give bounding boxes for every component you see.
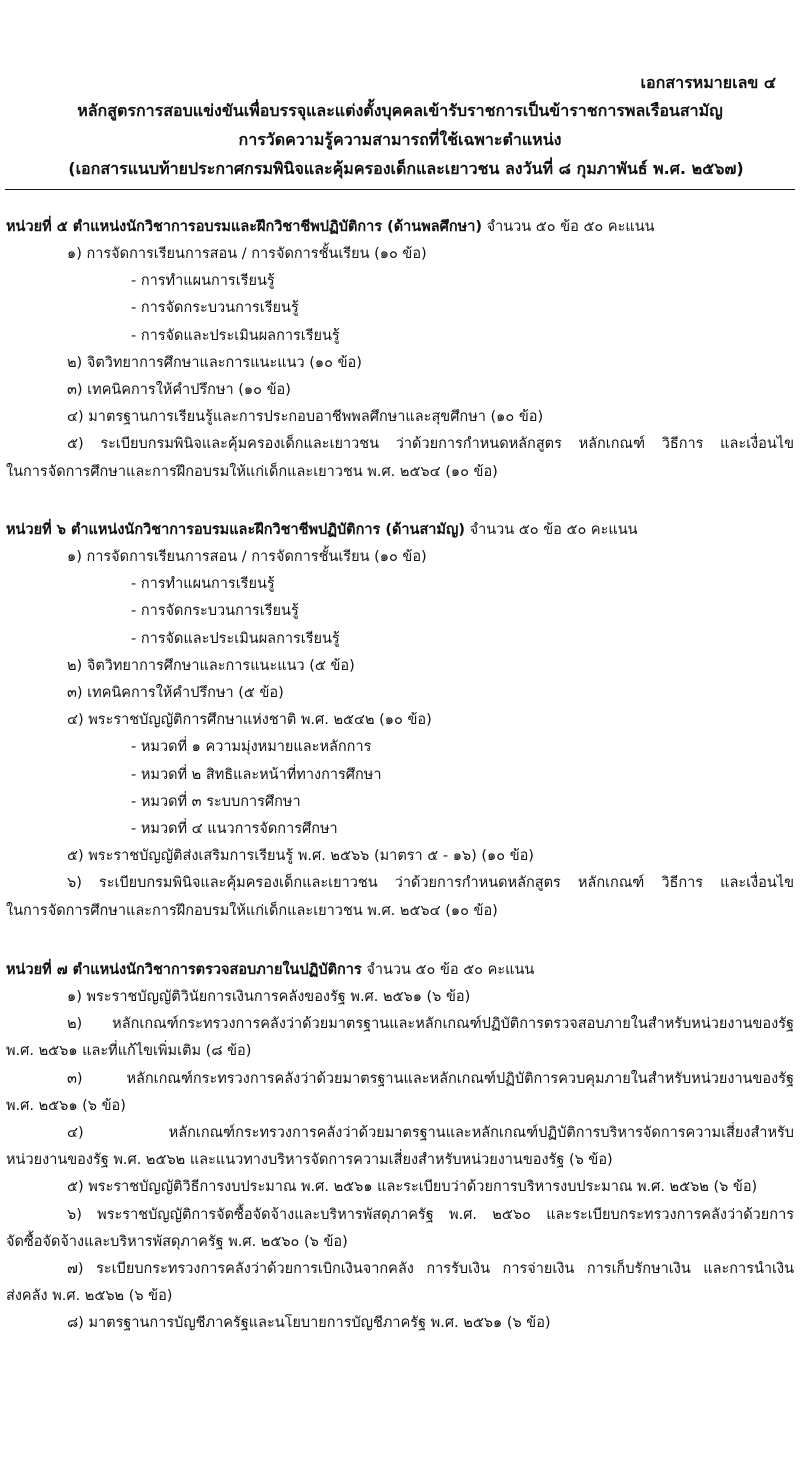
- unit-6-item-4-sub-3: - หมวดที่ ๓ ระบบการศึกษา: [131, 793, 301, 810]
- unit-6-item-1-sub-3: - การจัดและประเมินผลการเรียนรู้: [131, 630, 340, 647]
- unit-6-item-6-line-1: ๖) ระเบียบกรมพินิจและคุ้มครองเด็กและเยาวชน ว่าด้วยการกำหนดหลักสูตร หลักเกณฑ์ วิธีการ และเงื่อนไข: [67, 875, 794, 892]
- unit-5-item-5-line-2: ในการจัดการศึกษาและการฝึกอบรมให้แก่เด็กและเยาวชน พ.ศ. ๒๕๖๔ (๑๐ ข้อ): [6, 463, 498, 480]
- unit-6-item-4: ๔) พระราชบัญญัติการศึกษาแห่งชาติ พ.ศ. ๒๕๔๒ (๑๐ ข้อ): [67, 712, 432, 729]
- unit-6-item-4-sub-2: - หมวดที่ ๒ สิทธิและหน้าที่ทางการศึกษา: [131, 766, 382, 783]
- unit-5-item-1-sub-2: - การจัดกระบวนการเรียนรู้: [131, 300, 299, 317]
- unit-6-item-3: ๓) เทคนิคการให้คำปรึกษา (๕ ข้อ): [67, 685, 284, 702]
- unit-7-item-3-line-1: ๓) หลักเกณฑ์กระทรวงการคลังว่าด้วยมาตรฐานและหลักเกณฑ์ปฏิบัติการควบคุมภายในสำหรับหน่วยงานของรัฐ: [67, 1070, 794, 1087]
- unit-7-item-7-line-1: ๗) ระเบียบกระทรวงการคลังว่าด้วยการเบิกเงินจากคลัง การรับเงิน การจ่ายเงิน การเก็บรักษาเงิน และการนำเงิน: [67, 1261, 794, 1278]
- header-line-3: (เอกสารแนบท้ายประกาศกรมพินิจและคุ้มครองเด็กและเยาวชน ลงวันที่ ๘ กุมภาพันธ์ พ.ศ. ๒๕๖๗): [68, 159, 744, 178]
- unit-6-section: [0, 516, 800, 925]
- unit-5-item-1-sub-3: - การจัดและประเมินผลการเรียนรู้: [131, 327, 340, 344]
- unit-6-item-1-sub-1: - การทำแผนการเรียนรู้: [131, 576, 275, 593]
- unit-6-item-1-sub-2: - การจัดกระบวนการเรียนรู้: [131, 603, 299, 620]
- unit-6-item-4-sub-4: - หมวดที่ ๔ แนวการจัดการศึกษา: [131, 821, 338, 838]
- unit-6-title-bold: หน่วยที่ ๖ ตำแหน่งนักวิชาการอบรมและฝึกวิชาชีพปฏิบัติการ (ด้านสามัญ): [6, 522, 465, 538]
- unit-7-item-6-line-1: ๖) พระราชบัญญัติการจัดซื้อจัดจ้างและบริหารพัสดุภาครัฐ พ.ศ. ๒๕๖๐ และระเบียบกระทรวงการคลังว่าด้วยการ: [67, 1206, 794, 1223]
- unit-7-item-2-line-1: ๒) หลักเกณฑ์กระทรวงการคลังว่าด้วยมาตรฐานและหลักเกณฑ์ปฏิบัติการตรวจสอบภายในสำหรับหน่วยงานของรัฐ: [67, 1016, 794, 1033]
- unit-7-item-7-line-2: ส่งคลัง พ.ศ. ๒๕๖๒ (๖ ข้อ): [6, 1288, 173, 1305]
- unit-7-item-3: [0, 1066, 800, 1120]
- header-line-1: หลักสูตรการสอบแข่งขันเพื่อบรรจุและแต่งตั้งบุคคลเข้ารับราชการเป็นข้าราชการพลเรือนสามัญ: [77, 101, 723, 120]
- unit-7-item-3-line-2: พ.ศ. ๒๕๖๑ (๖ ข้อ): [6, 1097, 126, 1114]
- unit-7-title-count: จำนวน ๕๐ ข้อ ๕๐ คะแนน: [361, 962, 535, 978]
- unit-7-item-4: [0, 1120, 800, 1174]
- unit-7-item-2: [0, 1011, 800, 1065]
- unit-5-section: [0, 213, 800, 486]
- document-header: [0, 96, 800, 183]
- unit-6-title-count: จำนวน ๕๐ ข้อ ๕๐ คะแนน: [464, 522, 638, 538]
- unit-5-title-bold: หน่วยที่ ๕ ตำแหน่งนักวิชาการอบรมและฝึกวิชาชีพปฏิบัติการ (ด้านพลศึกษา): [6, 219, 482, 235]
- header-line-2: การวัดความรู้ความสามารถที่ใช้เฉพาะตำแหน่ง: [238, 130, 562, 149]
- unit-7-item-1: ๑) พระราชบัญญัติวินัยการเงินการคลังของรัฐ พ.ศ. ๒๕๖๑ (๖ ข้อ): [67, 989, 471, 1005]
- unit-5-item-5: [0, 431, 800, 485]
- unit-5-item-1-sub-1: - การทำแผนการเรียนรู้: [131, 273, 275, 290]
- unit-6-item-1: ๑) การจัดการเรียนการสอน / การจัดการชั้นเรียน (๑๐ ข้อ): [67, 549, 427, 565]
- unit-7-title: [0, 956, 800, 984]
- unit-7-title-bold: หน่วยที่ ๗ ตำแหน่งนักวิชาการตรวจสอบภายในปฏิบัติการ: [6, 962, 362, 978]
- unit-6-item-5: ๕) พระราชบัญญัติส่งเสริมการเรียนรู้ พ.ศ. ๒๕๖๖ (มาตรา ๕ - ๑๖) (๑๐ ข้อ): [67, 848, 534, 865]
- unit-5-title: [0, 213, 800, 241]
- document-number: เอกสารหมายเลข ๔: [640, 73, 776, 92]
- unit-5-item-1: ๑) การจัดการเรียนการสอน / การจัดการชั้นเรียน (๑๐ ข้อ): [67, 246, 427, 262]
- unit-7-section: [0, 956, 800, 1338]
- unit-6-item-2: ๒) จิตวิทยาการศึกษาและการแนะแนว (๕ ข้อ): [67, 657, 355, 674]
- unit-5-item-2: ๒) จิตวิทยาการศึกษาและการแนะแนว (๑๐ ข้อ): [67, 354, 362, 371]
- unit-7-item-6: [0, 1202, 800, 1256]
- unit-5-item-5-line-1: ๕) ระเบียบกรมพินิจและคุ้มครองเด็กและเยาวชน ว่าด้วยการกำหนดหลักสูตร หลักเกณฑ์ วิธีการ และเงื่อนไข: [67, 436, 794, 453]
- unit-7-item-5: ๕) พระราชบัญญัติวิธีการงบประมาณ พ.ศ. ๒๕๖๑ และระเบียบว่าด้วยการบริหารงบประมาณ พ.ศ. ๒๕๖๒ (๖ ข้อ): [67, 1179, 758, 1196]
- unit-5-title-count: จำนวน ๕๐ ข้อ ๕๐ คะแนน: [481, 219, 655, 235]
- unit-6-item-6: [0, 870, 800, 924]
- unit-7-item-6-line-2: จัดซื้อจัดจ้างและบริหารพัสดุภาครัฐ พ.ศ. ๒๕๖๐ (๖ ข้อ): [6, 1233, 348, 1250]
- unit-7-item-8: ๘) มาตรฐานการบัญชีภาครัฐและนโยบายการบัญชีภาครัฐ พ.ศ. ๒๕๖๑ (๖ ข้อ): [67, 1315, 551, 1332]
- unit-6-title: [0, 516, 800, 544]
- unit-6-item-6-line-2: ในการจัดการศึกษาและการฝึกอบรมให้แก่เด็กและเยาวชน พ.ศ. ๒๕๖๔ (๑๐ ข้อ): [6, 902, 498, 919]
- unit-7-item-7: [0, 1256, 800, 1310]
- unit-7-item-4-line-2: หน่วยงานของรัฐ พ.ศ. ๒๕๖๒ และแนวทางบริหารจัดการความเสี่ยงสำหรับหน่วยงานของรัฐ (๖ ข้อ): [6, 1152, 613, 1169]
- unit-7-item-2-line-2: พ.ศ. ๒๕๖๑ และที่แก้ไขเพิ่มเติม (๘ ข้อ): [6, 1043, 252, 1060]
- unit-6-item-4-sub-1: - หมวดที่ ๑ ความมุ่งหมายและหลักการ: [131, 739, 372, 756]
- header-divider: [5, 189, 795, 190]
- unit-5-item-4: ๔) มาตรฐานการเรียนรู้และการประกอบอาชีพพลศึกษาและสุขศึกษา (๑๐ ข้อ): [67, 409, 544, 426]
- unit-7-item-4-line-1: ๔) หลักเกณฑ์กระทรวงการคลังว่าด้วยมาตรฐานและหลักเกณฑ์ปฏิบัติการบริหารจัดการความเสี่ยงสำหรับ: [67, 1125, 794, 1142]
- unit-5-item-3: ๓) เทคนิคการให้คำปรึกษา (๑๐ ข้อ): [67, 382, 291, 399]
